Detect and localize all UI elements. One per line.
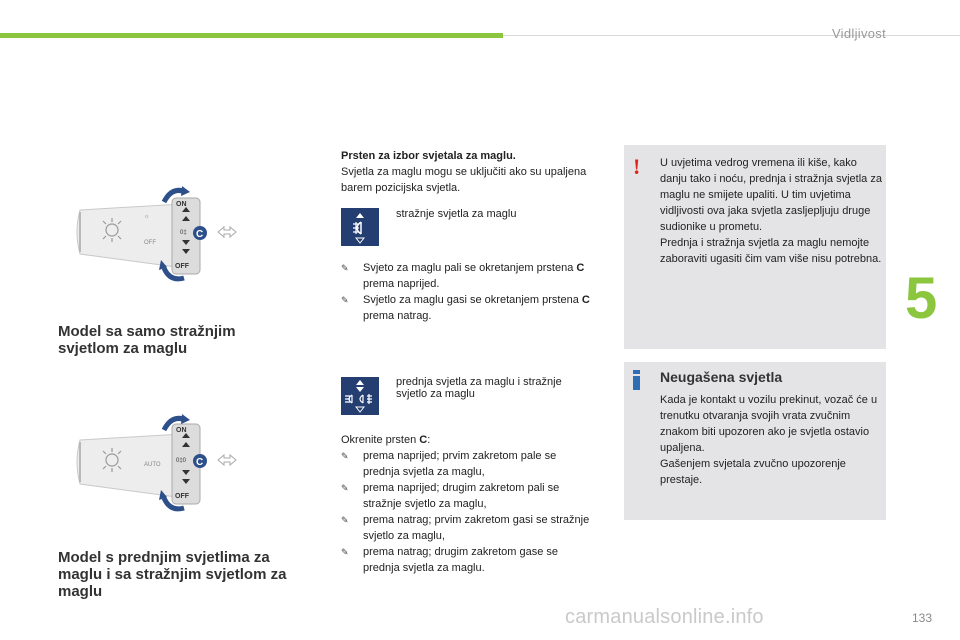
info-icon <box>632 370 641 390</box>
warning-paragraph: U uvjetima vedrog vremena ili kiše, kako danju tako i noću, prednja i stražnja svjetla za maglu ne smijete upaliti. U tim uvjetima vidljivosti ova jaka svjetla zasljepljuju druge sudionike u prometu. <box>660 157 882 233</box>
ring-title: Prsten za izbor svjetala za maglu. <box>341 150 516 162</box>
bullet-text: prema natrag. <box>363 310 432 322</box>
svg-text:0‡0: 0‡0 <box>176 458 187 464</box>
bullet-text: prema natrag; prvim zakretom gasi se stražnje svjetlo za maglu, <box>363 514 590 542</box>
bullet-icon: ✎ <box>341 451 349 461</box>
stalk-label-on-2: ON <box>176 427 187 434</box>
turn-text: Okrenite prsten <box>341 434 420 446</box>
header-accent-bar <box>0 33 503 38</box>
rear-bullets <box>341 260 591 324</box>
bullet-text: Svjetlo za maglu gasi se okretanjem prstena <box>363 294 582 306</box>
bullet-text: prema naprijed; prvim zakretom pale se prednja svjetla za maglu, <box>363 450 557 478</box>
front-bullets <box>341 432 591 576</box>
header-rule <box>503 35 960 36</box>
info-paragraph: Gašenjem svjetala zvučno upozorenje prestaje. <box>660 458 846 486</box>
bullet-icon: ✎ <box>341 295 349 305</box>
info-paragraph: Kada je kontakt u vozilu prekinut, vozač će u trenutku otvaranja svojih vrata zvučnim znakom biti upozoren ako je svjetla ostavio upaljena. <box>660 394 878 454</box>
bullet-bold: C <box>581 294 590 306</box>
bullet-bold: C <box>576 262 585 274</box>
list-item <box>341 260 591 292</box>
svg-text:☼: ☼ <box>144 214 150 220</box>
rear-fog-light-icon <box>341 208 379 246</box>
watermark: carmanualsonline.info <box>565 606 764 628</box>
svg-text:OFF: OFF <box>144 240 156 246</box>
warning-icon: ! <box>633 154 641 179</box>
front-rear-fog-light-icon <box>341 377 379 415</box>
ring-intro-block <box>341 148 591 196</box>
bullet-text: prema natrag; drugim zakretom gase se prednja svjetla za maglu. <box>363 546 559 574</box>
turn-instruction <box>341 432 591 448</box>
model-heading-rear: Model sa samo stražnjim svjetlom za maglu <box>58 323 236 357</box>
chapter-number: 5 <box>905 266 938 331</box>
list-item <box>341 292 591 324</box>
ring-intro: Svjetla za maglu mogu se uključiti ako su upaljena barem pozicijska svjetla. <box>341 166 587 194</box>
bullet-icon: ✎ <box>341 547 349 557</box>
stalk-illustration-rear <box>72 182 262 287</box>
bullet-text: prema naprijed; drugim zakretom pali se stražnje svjetlo za maglu, <box>363 482 560 510</box>
stalk-label-auto: AUTO <box>144 462 161 468</box>
stalk-label-off-2: OFF <box>175 493 189 500</box>
list-item <box>341 480 591 512</box>
warning-paragraph: Prednja i stražnja svjetla za maglu nemojte zaboraviti ugasiti čim vam više nisu potrebna. <box>660 237 882 265</box>
bullet-icon: ✎ <box>341 483 349 493</box>
stalk-label-off: OFF <box>175 263 189 270</box>
stalk-illustration-front-rear <box>72 412 262 517</box>
info-title: Neugašena svjetla <box>660 369 783 385</box>
warning-text <box>660 155 882 267</box>
turn-text: : <box>427 434 431 446</box>
rear-fog-label: stražnje svjetla za maglu <box>396 208 517 220</box>
section-title: Vidljivost <box>831 26 886 41</box>
bullet-text: prema naprijed. <box>363 278 440 290</box>
list-item <box>341 512 591 544</box>
stalk-badge-c-2: C <box>196 457 204 468</box>
svg-text:0‡: 0‡ <box>180 230 187 236</box>
front-rear-fog-label: prednja svjetla za maglu i stražnje svjetlo za maglu <box>396 376 562 400</box>
bullet-icon: ✎ <box>341 515 349 525</box>
turn-bold: C <box>419 434 428 446</box>
bullet-text: Svjeto za maglu pali se okretanjem prstena <box>363 262 577 274</box>
page-number: 133 <box>911 611 932 625</box>
list-item <box>341 544 591 576</box>
model-heading-front-rear: Model s prednjim svjetlima za maglu i sa stražnjim svjetlom za maglu <box>58 549 287 600</box>
bullet-icon: ✎ <box>341 263 349 273</box>
stalk-badge-c: C <box>196 229 204 240</box>
stalk-label-on: ON <box>176 201 187 208</box>
list-item <box>341 448 591 480</box>
info-text <box>660 392 882 488</box>
